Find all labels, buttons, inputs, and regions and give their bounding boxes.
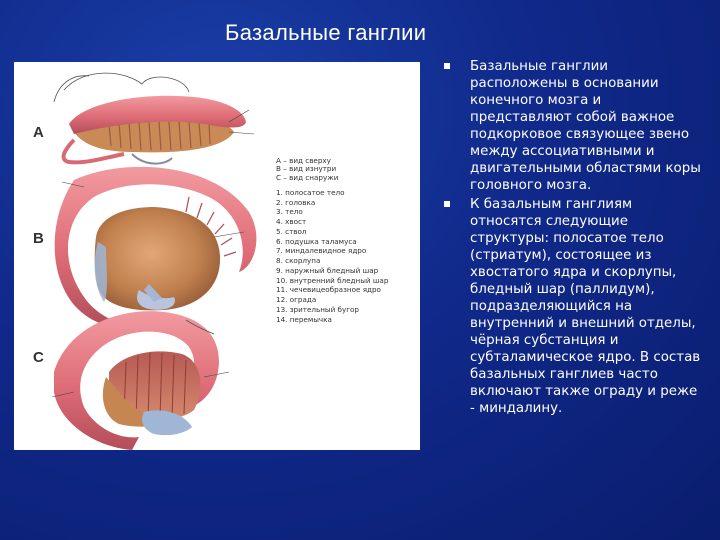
panel-label-a: A [33,124,44,141]
view-legend-item: C – вид снаружи [276,172,339,182]
view-legend [276,157,416,182]
structure-legend-item: 4. хвост [276,217,307,227]
structure-legend-item: 9. наружный бледный шар [276,265,379,275]
structure-legend-item: 12. ограда [276,295,317,305]
bullet-item [444,58,706,194]
view-legend-item: B – вид изнутри [276,164,337,174]
panel-label-b: B [33,230,44,247]
structure-legend-item: 11. чечевицеобразное ядро [276,285,381,295]
structure-legend-item: 14. перемычка [276,314,332,324]
structure-legend-item: 5. ствол [276,226,307,236]
view-legend-item: A – вид сверху [276,156,331,165]
bullet-list [444,58,706,417]
bullet-item [444,196,706,417]
panel-a-drawing [54,73,246,163]
structure-legend-item: 6. подушка таламуса [276,236,357,246]
structure-legend-item: 1. полосатое тело [276,187,345,197]
square-bullet-icon [444,63,450,69]
structure-legend-item: 13. зрительный бугор [276,304,359,314]
basal-ganglia-figure [14,62,420,450]
panel-b-drawing [55,167,257,326]
structure-legend-item: 8. скорлупа [276,256,321,266]
panel-c-drawing [54,311,219,450]
structure-legend [276,189,416,326]
square-bullet-icon [444,201,450,207]
structure-legend-item: 10. внутренний бледный шар [276,275,389,285]
panel-label-c: C [33,349,44,366]
bullet-text: Базальные ганглии расположены в основании конечного мозга и представляют собой важное подкорковое связующее звено между ассоциативными и двигательными областями коры головного мозга. [470,59,701,193]
structure-legend-item: 2. головка [276,197,316,207]
figure-legend [276,157,416,325]
structure-legend-item: 7. миндалевидное ядро [276,246,367,256]
bullet-text: К базальным ганглиям относятся следующие структуры: полосатое тело (стриатум), состоящее из хвостатого ядра и скорлупы, бледный шар (паллидум), подразделяющийся на внутренний и внешний отделы, чёрная субстанция и субталамическое ядро. В состав базальных ганглиев часто включают также ограду и реже - миндалину. [470,197,701,416]
slide-title: Базальные ганглии [225,20,427,45]
structure-legend-item: 3. тело [276,207,303,217]
